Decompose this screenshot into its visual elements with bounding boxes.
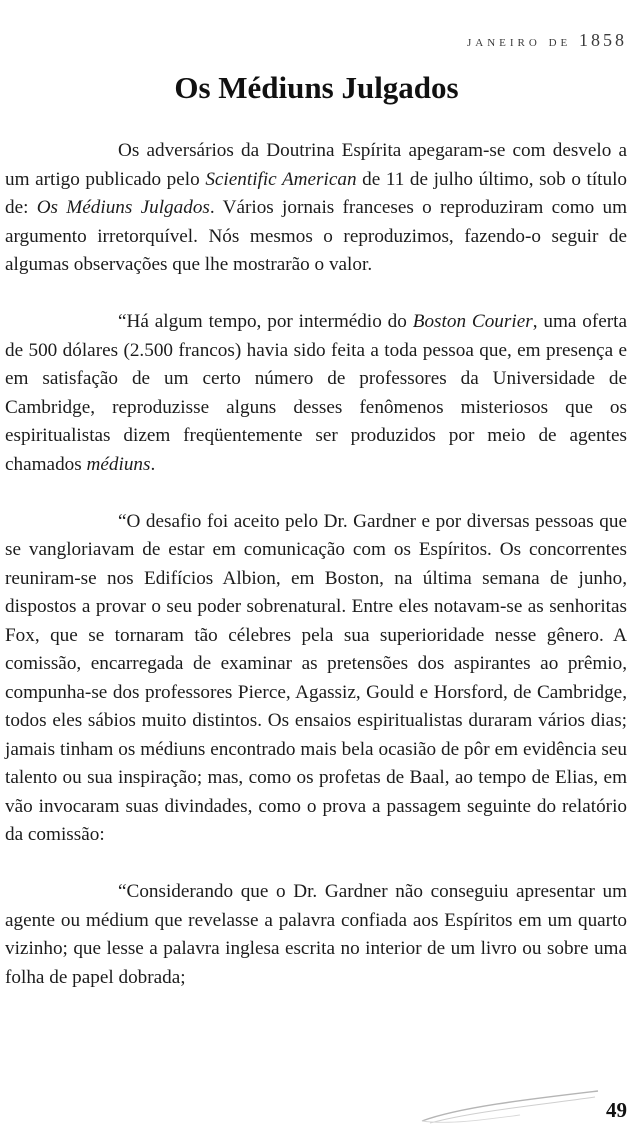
page-number: 49: [606, 1098, 627, 1122]
paragraph-1: [5, 137, 627, 280]
italic-scientific-american: Scientific American: [205, 168, 357, 190]
paragraph-2-text-e: .: [150, 453, 156, 475]
swoosh-ornament: [420, 1085, 600, 1125]
paragraph-4: “Considerando que o Dr. Gardner não conseguiu apresentar um agente ou médium que revelasse a palavra confiada aos Espíritos em um quarto vizinho; que lesse a palavra inglesa escrita no interior de um livro ou sobre uma folha de papel dobrada;: [5, 881, 627, 988]
running-header: [467, 30, 627, 51]
paragraph-2: [5, 308, 627, 479]
running-header-year: 1858: [579, 30, 627, 50]
italic-os-mediuns-julgados: Os Médiuns Julgados: [36, 197, 210, 218]
italic-mediuns: médiuns: [86, 453, 151, 475]
paragraph-2-text-c: , uma oferta de 500 dólares (2.500 francos) havia sido feita a toda pessoa que, em presença e em satisfação de um certo número de professores da Universidade de Cambridge, reproduzisse alguns desses fenômenos misteriosos que os espiritualistas dizem freqüentemente ser produzidos por meio de agentes chamados: [5, 311, 627, 475]
paragraph-3: “O desafio foi aceito pelo Dr. Gardner e por diversas pessoas que se vangloriavam de estar em comunicação com os Espíritos. Os concorrentes reuniram-se nos Edifícios Albion, em Boston, na última semana de junho, dispostos a provar o seu poder sobrenatural. Entre eles notavam-se as senhoritas Fox, que se tornaram tão célebres pela sua superioridade nesse gênero. A comissão, encarregada de examinar as pretensões dos aspirantes ao prêmio, compunha-se dos professores Pierce, Agassiz, Gould e Horsford, de Cambridge, todos eles sábios muito distintos. Os ensaios espiritualistas duraram vários dias; jamais tinham os médiuns encontrado mais bela ocasião de pôr em evidência seu talento ou sua inspiração; mas, como os profetas de Baal, ao tempo de Elias, em vão invocaram suas divindades, como o prova a passagem seguinte do relatório da comissão:: [5, 510, 627, 845]
article-title: Os Médiuns Julgados: [174, 70, 459, 105]
paragraph-1-text-c: de 11 de julho último, sob o título de:: [5, 168, 628, 218]
paragraph-1-text-a: Os adversários da Doutrina Espírita apegaram-se com desvelo a um artigo publicado pelo: [5, 140, 627, 190]
running-header-title: janeiro de: [467, 34, 572, 50]
paragraph-2-text-a: “Há algum tempo, por intermédio do: [118, 311, 413, 332]
italic-boston-courier: Boston Courier: [412, 311, 533, 332]
paragraph-1-text-e: . Vários jornais franceses o reproduziram como um argumento irretorquível. Nós mesmos o reproduzimos, fazendo-o seguir de algumas observações que lhe mostrarão o valor.: [5, 197, 627, 275]
article-body: [5, 137, 627, 1021]
